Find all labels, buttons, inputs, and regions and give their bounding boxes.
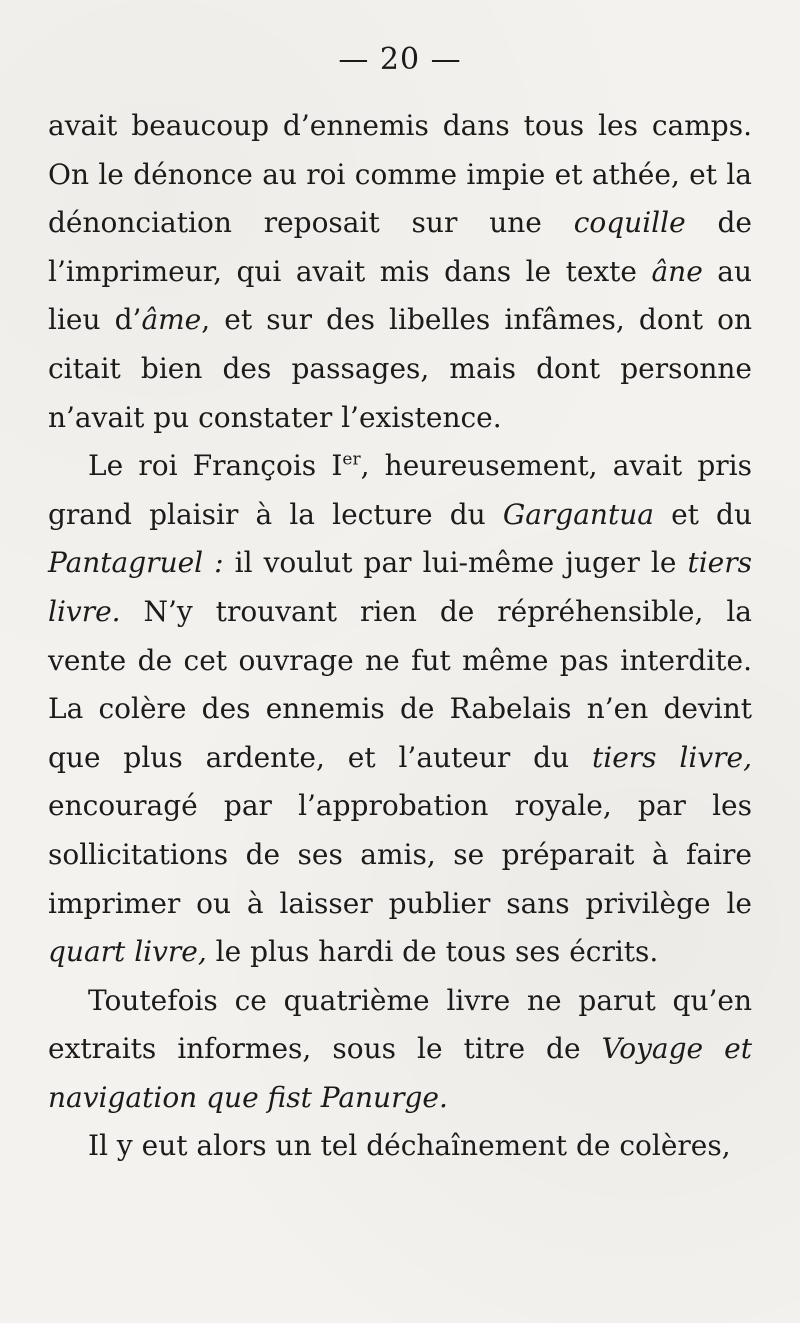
paragraph-3-text-1: Toutefois ce quatrième livre ne parut qu’en extraits informes, sous le titre de: [48, 983, 752, 1066]
paragraph-2: [48, 442, 752, 977]
paragraph-2-text-6: encouragé par l’approbation royale, par les sollicitations de ses amis, se préparait à faire imprimer ou à laisser publier sans privilège le: [48, 789, 752, 920]
paragraph-2-text-1: Le roi François I: [88, 449, 343, 483]
paragraph-1: [48, 102, 752, 442]
paragraph-3-italic-voyage: Voyage et navigation que fist Panurge.: [48, 1032, 752, 1114]
paragraph-2-italic-tiers-livre-2: tiers livre,: [592, 740, 753, 774]
paragraph-2-text-3: et du: [653, 497, 752, 531]
paragraph-2-italic-tiers-livre: tiers livre.: [48, 546, 752, 628]
paragraph-1-text-3: au lieu d’: [48, 254, 752, 337]
paragraph-1-italic-ame: âme: [141, 303, 202, 337]
page-number: — 20 —: [338, 42, 462, 77]
paragraph-1-text-1: avait beaucoup d’ennemis dans tous les camps. On le dénonce au roi comme impie et athée, et la dénonciation reposait sur une: [48, 109, 752, 240]
paragraph-1-text-2: de l’imprimeur, qui avait mis dans le texte: [48, 206, 752, 288]
paragraph-2-italic-quart-livre: quart livre,: [48, 935, 207, 969]
paragraph-2-text-2: , heureusement, avait pris grand plaisir à la lecture du: [48, 449, 752, 531]
paragraph-1-italic-ane: âne: [651, 254, 703, 288]
paragraph-2-italic-gargantua: Gargantua: [502, 497, 654, 531]
paragraph-2-superscript: er: [342, 449, 361, 470]
paragraph-3: [48, 977, 752, 1123]
paragraph-2-text-4: il voulut par lui-même juger le: [223, 546, 688, 580]
paragraph-4: [48, 1122, 752, 1171]
paragraph-1-italic-coquille: coquille: [573, 206, 686, 240]
paragraph-2-text-7: le plus hardi de tous ses écrits.: [206, 935, 659, 969]
paragraph-1-text-4: , et sur des libelles infâmes, dont on citait bien des passages, mais dont personne n’avait pu constater l’existence.: [48, 303, 752, 434]
paragraph-4-text-1: Il y eut alors un tel déchaînement de colères,: [88, 1129, 731, 1163]
paragraph-2-text-5: N’y trouvant rien de répréhensible, la vente de cet ouvrage ne fut même pas interdite. La colère des ennemis de Rabelais n’en devint que plus ardente, et l’auteur du: [48, 594, 752, 774]
paragraph-2-italic-pantagruel: Pantagruel :: [48, 546, 224, 580]
